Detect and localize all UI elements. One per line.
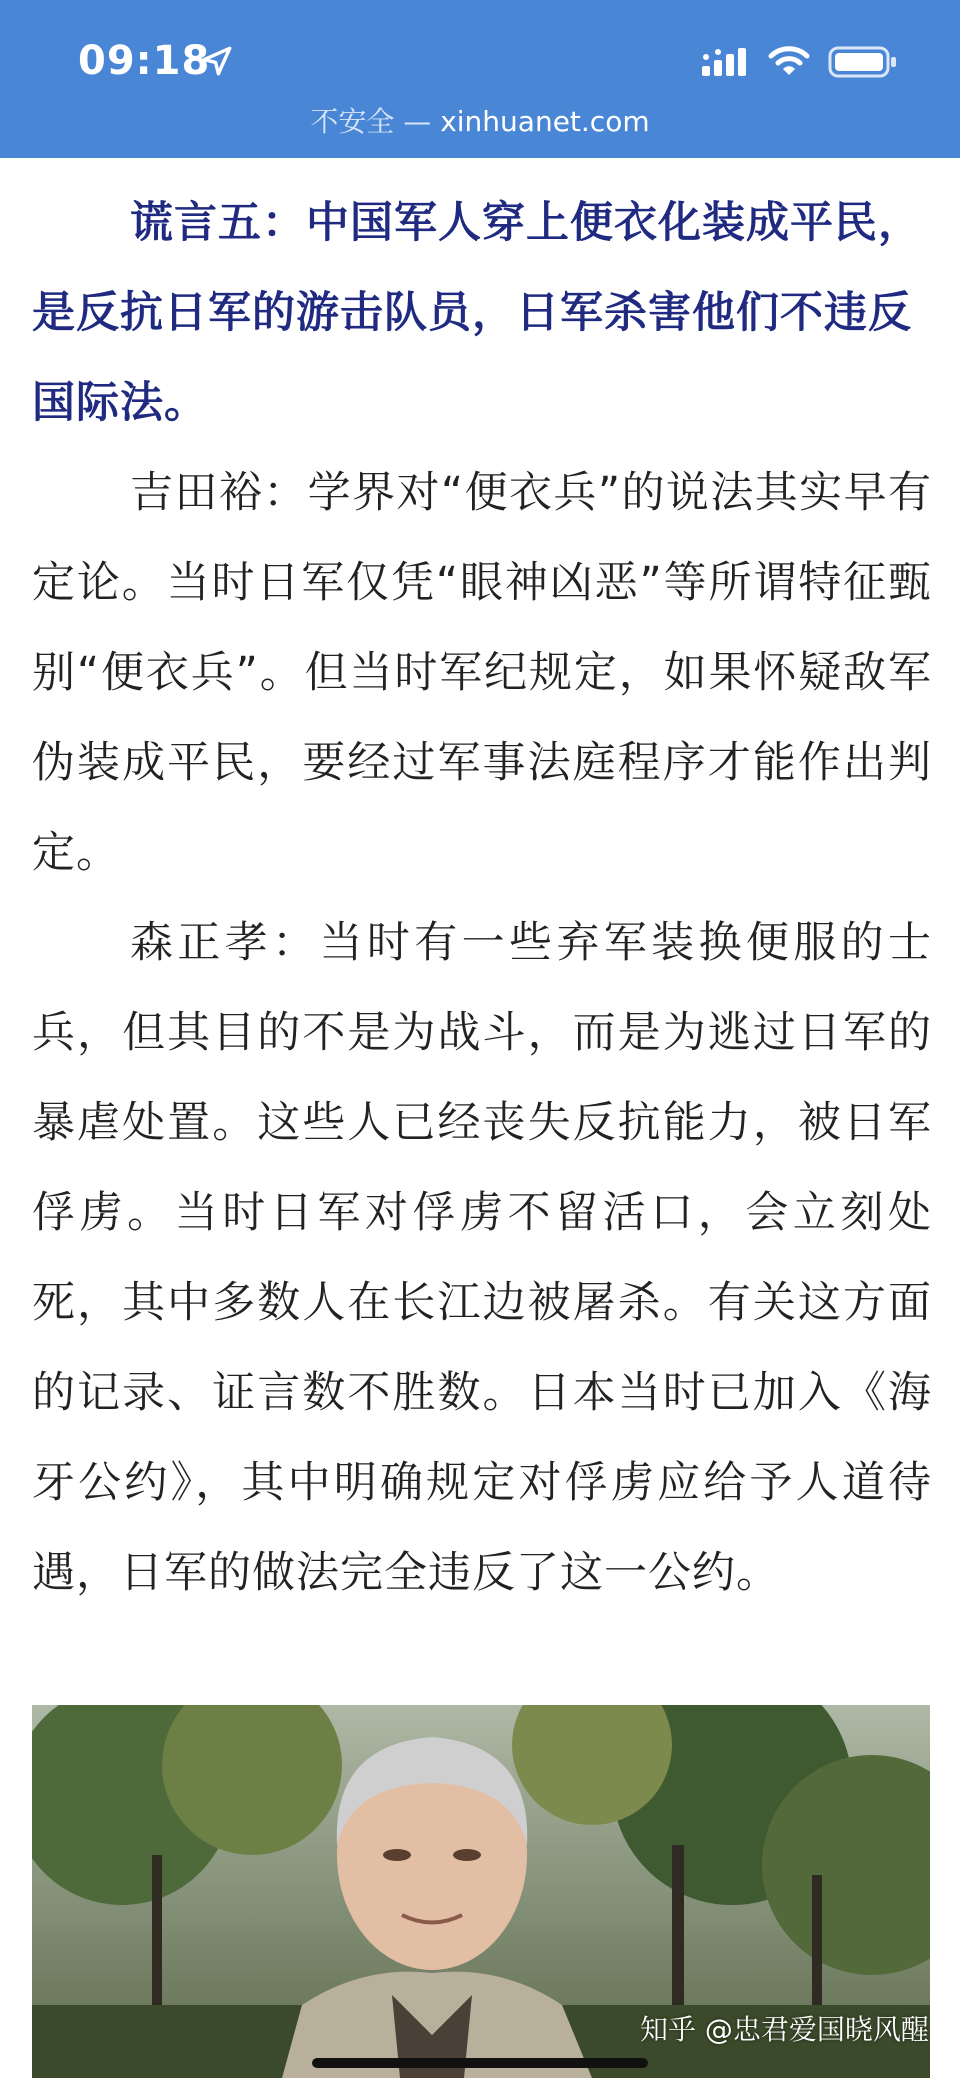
battery-icon <box>828 46 898 78</box>
home-indicator[interactable] <box>312 2058 648 2068</box>
wifi-icon <box>768 44 810 78</box>
browser-top-bar <box>0 0 960 158</box>
paragraph-mori: 森正孝：当时有一些弃军装换便服的士兵，但其目的不是为战斗，而是为逃过日军的暴虐处置。这些人已经丧失反抗能力，被日军俘虏。当时日军对俘虏不留活口，会立刻处死，其中多数人在长江边被屠杀。有关这方面的记录、证言数不胜数。日本当时已加入《海牙公约》，其中明确规定对俘虏应给予人道待遇，日军的做法完全违反了这一公约。 <box>32 918 932 1598</box>
security-label: 不安全 — <box>310 105 432 138</box>
address-bar[interactable] <box>0 100 960 140</box>
location-arrow-icon <box>200 44 234 78</box>
article-heading: 谎言五：中国军人穿上便衣化装成平民，是反抗日军的游击队员，日军杀害他们不违反国际法。 <box>32 198 922 428</box>
domain-label: xinhuanet.com <box>440 105 650 138</box>
status-time: 09:18 <box>78 38 211 84</box>
cellular-signal-icon <box>700 46 748 78</box>
article-body <box>32 178 932 1618</box>
zhihu-watermark: 知乎 @忠君爱国晓风醒 <box>640 2013 929 2046</box>
paragraph-yoshida: 吉田裕：学界对“便衣兵”的说法其实早有定论。当时日军仅凭“眼神凶恶”等所谓特征甄别“便衣兵”。但当时军纪规定，如果怀疑敌军伪装成平民，要经过军事法庭程序才能作出判定。 <box>32 468 932 878</box>
